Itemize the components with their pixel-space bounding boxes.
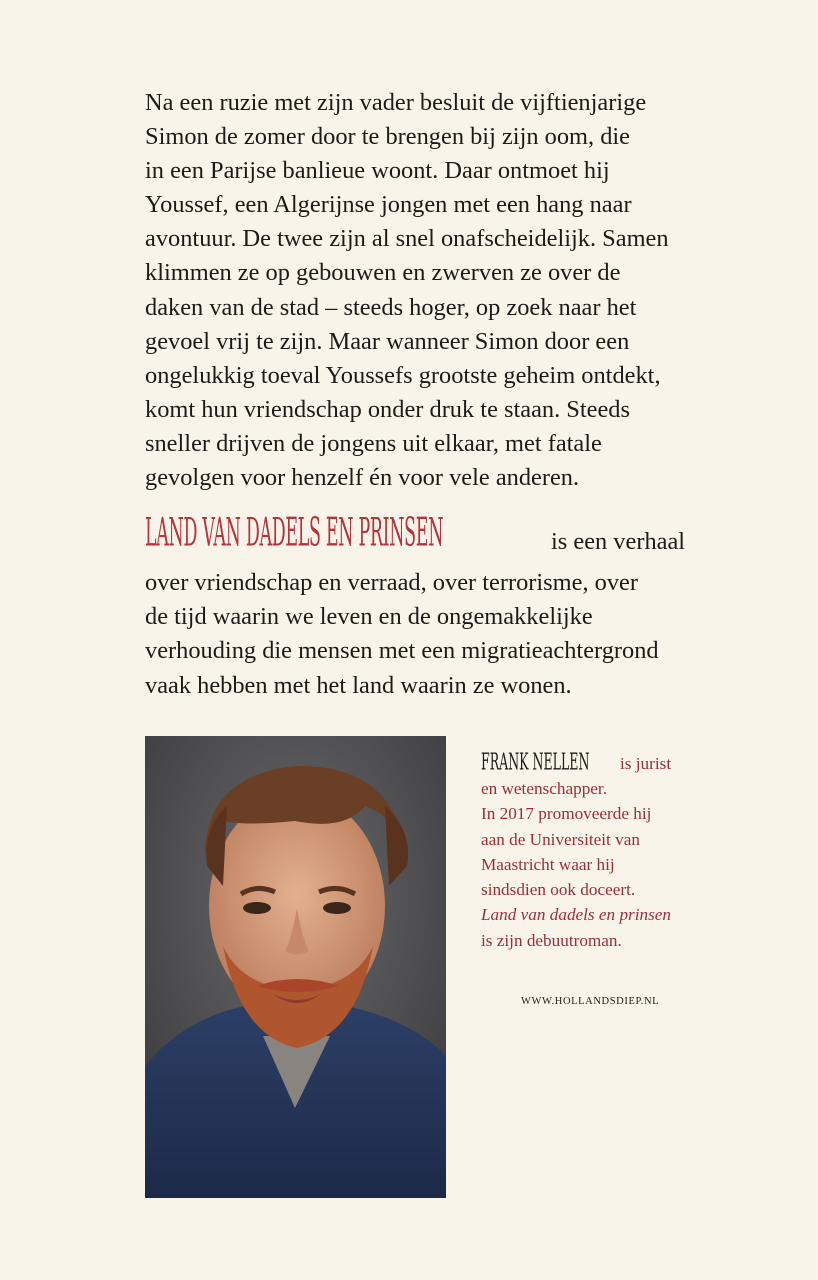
title-continuation: is een verhaal <box>551 528 686 555</box>
bio-line: In 2017 promoveerde hij <box>481 804 652 824</box>
blurb-line: ongelukkig toeval Youssefs grootste geheim ontdekt, <box>145 361 661 389</box>
blurb-line: Simon de zomer door te brengen bij zijn oom, die <box>145 123 630 151</box>
blurb-line: gevoel vrij te zijn. Maar wanneer Simon door een <box>145 327 630 355</box>
author-name: FRANK NELLEN <box>481 748 590 776</box>
blurb-line: sneller drijven de jongens uit elkaar, met fatale <box>145 429 602 457</box>
book-title: LAND VAN DADELS EN PRINSEN <box>145 508 444 555</box>
summary-line: verhouding die mensen met een migratieachtergrond <box>145 637 659 665</box>
author-name-continuation: is jurist <box>620 754 672 773</box>
blurb-line: Youssef, een Algerijnse jongen met een hang naar <box>145 191 632 219</box>
blurb-line: komt hun vriendschap onder druk te staan. Steeds <box>145 395 630 423</box>
summary-line: vaak hebben met het land waarin ze wonen. <box>145 671 572 699</box>
bio-line: en wetenschapper. <box>481 779 607 798</box>
blurb-line: in een Parijse banlieue woont. Daar ontmoet hij <box>145 157 610 185</box>
bio-line: sindsdien ook doceert. <box>481 880 636 900</box>
author-portrait-illustration <box>145 736 446 1198</box>
bio-line: is zijn debuutroman. <box>481 930 622 950</box>
blurb-line: gevolgen voor henzelf én voor vele anderen. <box>145 464 580 492</box>
summary-paragraph <box>145 566 785 703</box>
blurb-line: avontuur. De twee zijn al snel onafscheidelijk. Samen <box>145 225 669 253</box>
author-photo <box>145 736 446 1198</box>
bio-line: aan de Universiteit van <box>481 829 640 849</box>
blurb-line: Na een ruzie met zijn vader besluit de vijftienjarige <box>145 89 647 116</box>
bio-line: Maastricht waar hij <box>481 854 615 874</box>
author-name-line <box>481 750 781 776</box>
blurb-paragraph <box>145 86 755 495</box>
summary-line: over vriendschap en verraad, over terrorisme, over <box>145 569 639 596</box>
blurb-line: klimmen ze op gebouwen en zwerven ze over de <box>145 259 621 287</box>
summary-line: de tijd waarin we leven en de ongemakkelijke <box>145 603 593 631</box>
book-title-line <box>145 508 686 562</box>
author-bio <box>481 750 781 953</box>
bio-book-title: Land van dadels en prinsen <box>481 905 672 925</box>
publisher-website: WWW.HOLLANDSDIEP.NL <box>521 996 660 1007</box>
blurb-line: daken van de stad – steeds hoger, op zoek naar het <box>145 293 637 321</box>
